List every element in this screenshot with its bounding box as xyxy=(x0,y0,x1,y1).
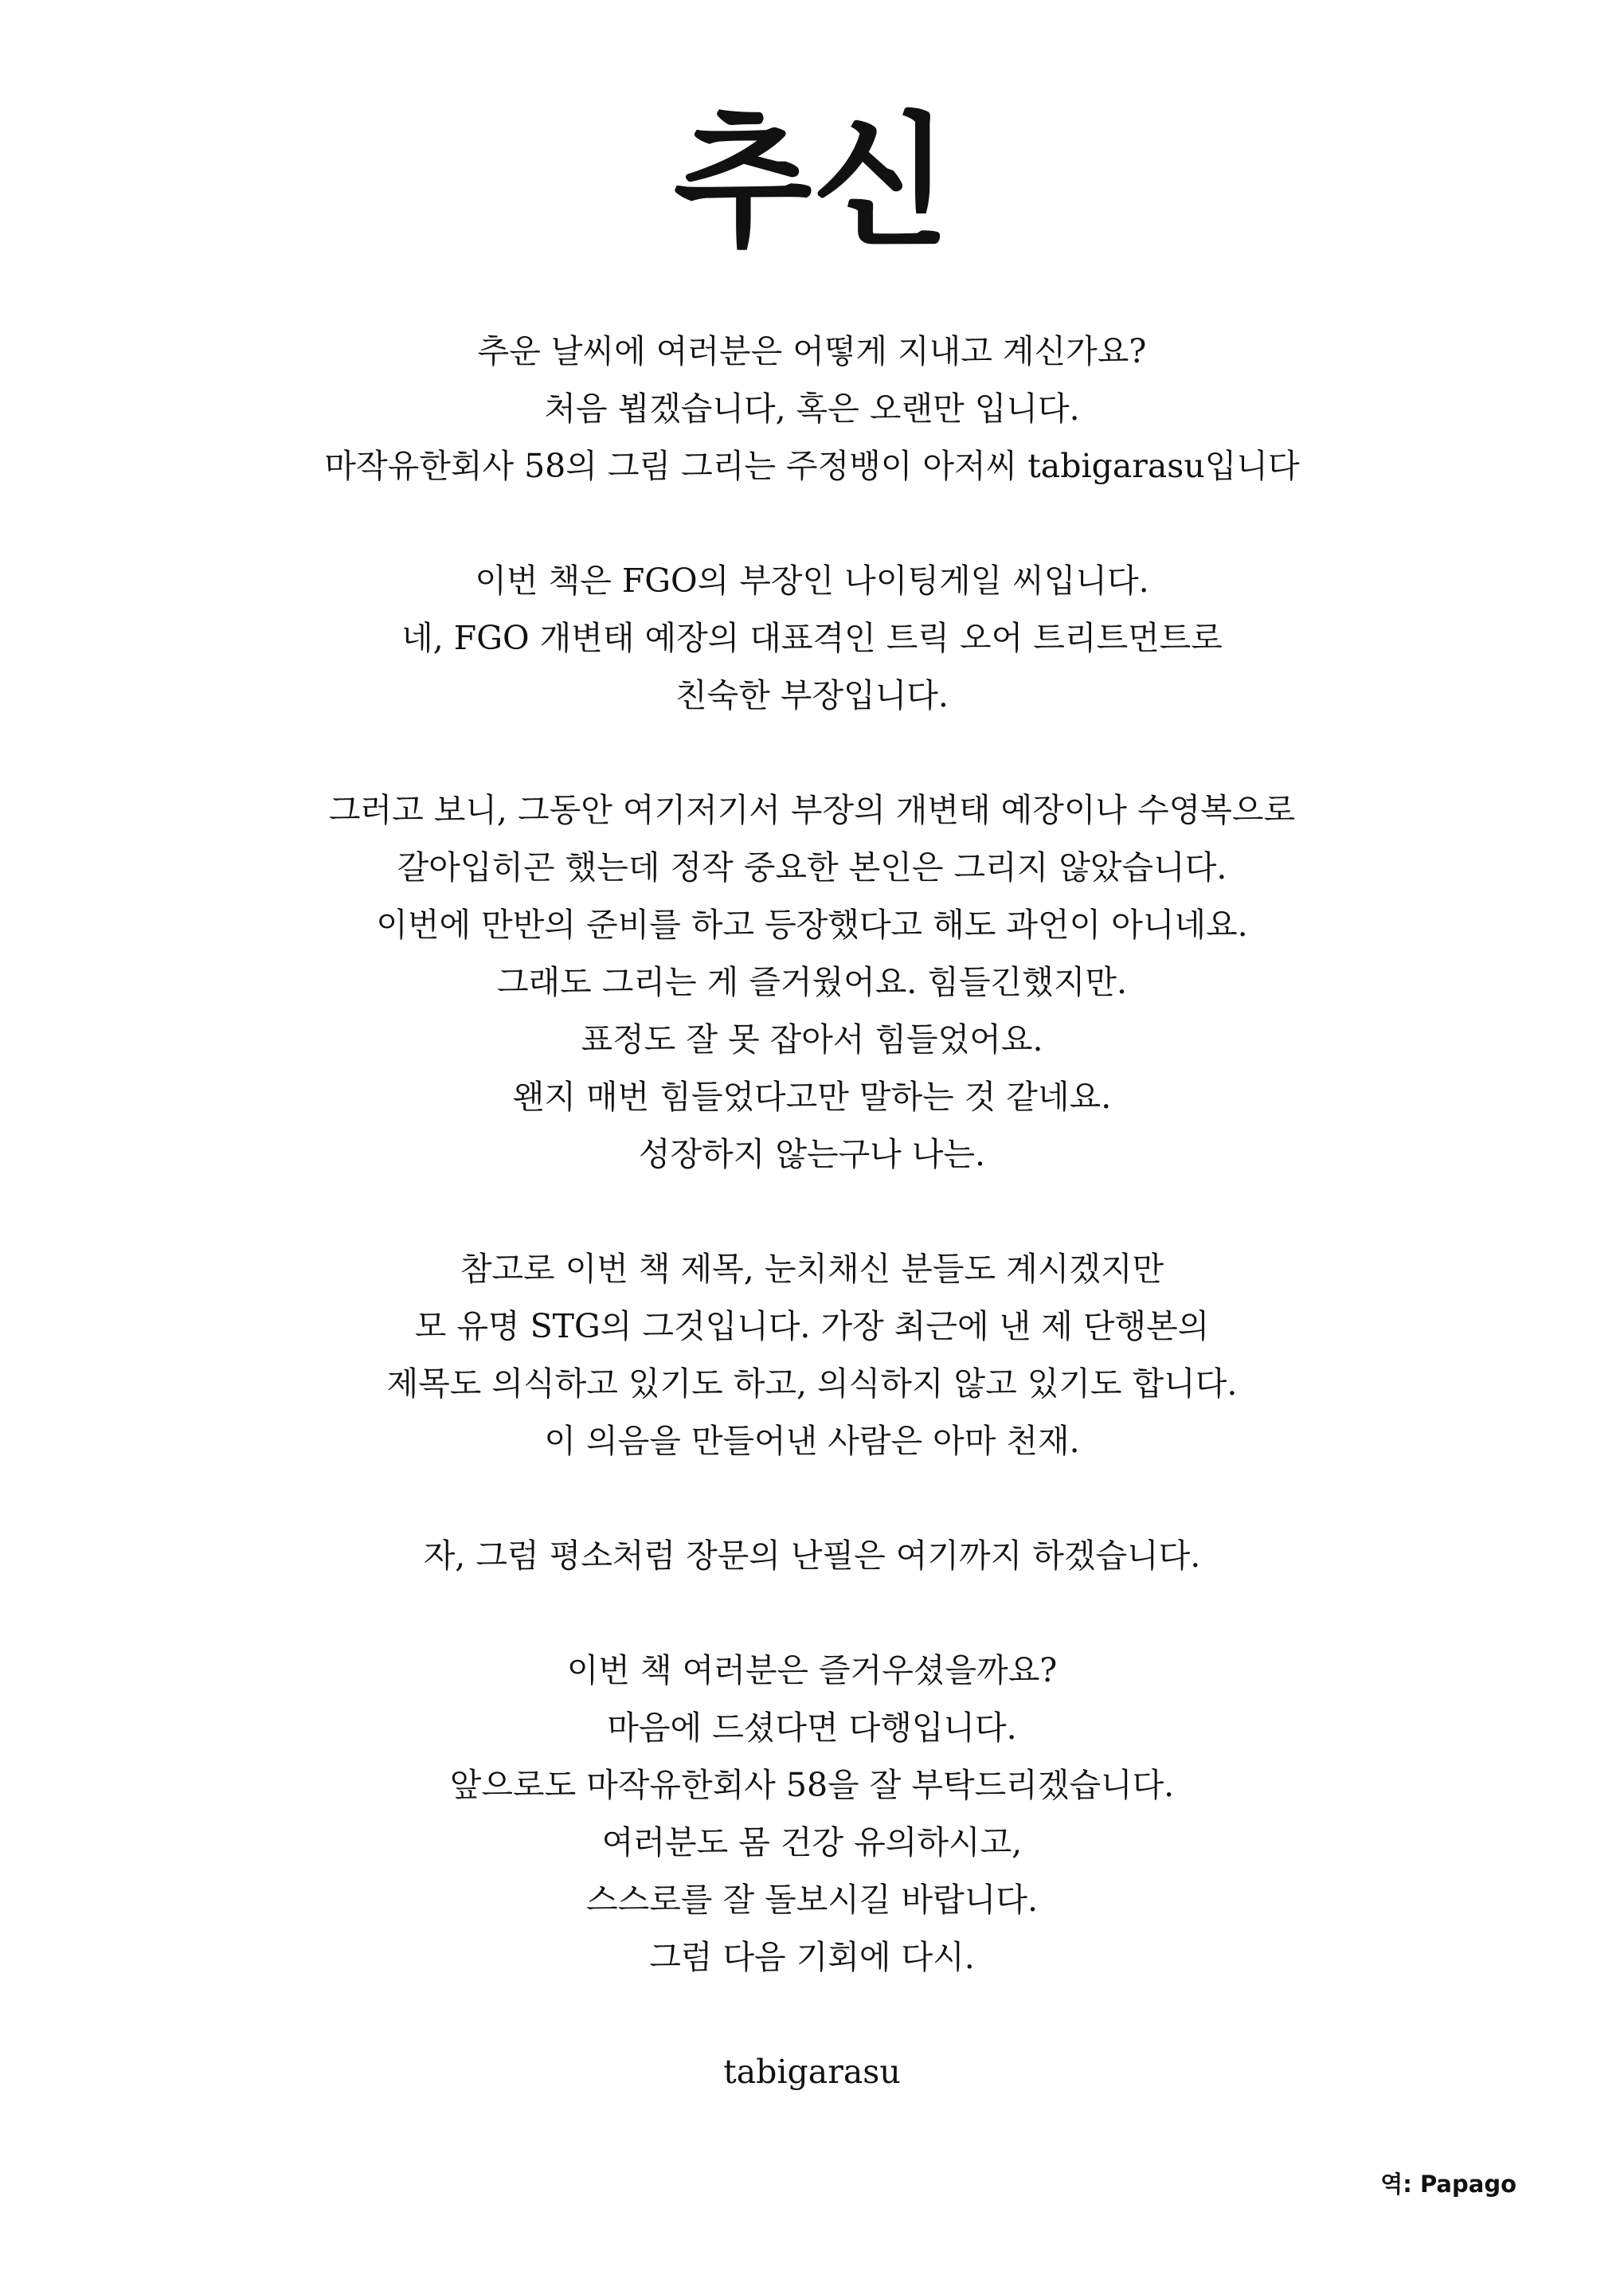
paragraph-farewell xyxy=(0,1642,1624,1986)
paragraph-drawing-notes xyxy=(0,781,1624,1183)
text-line: 마음에 드셨다면 다행입니다. xyxy=(607,1709,1017,1747)
author-signature: tabigarasu xyxy=(723,2053,901,2091)
translation-credit: 역: Papago xyxy=(1380,2171,1516,2198)
text-line: 그러고 보니, 그동안 여기저기서 부장의 개변태 예장이나 수영복으로 xyxy=(328,791,1296,829)
text-line: 친숙한 부장입니다. xyxy=(675,676,949,714)
text-line: 그럼 다음 기회에 다시. xyxy=(649,1938,975,1976)
text-line: 여러분도 몸 건강 유의하시고, xyxy=(601,1823,1023,1861)
text-line: 표정도 잘 못 잡아서 힘들었어요. xyxy=(581,1020,1043,1059)
text-line: 네, FGO 개변태 예장의 대표격인 트릭 오어 트리트먼트로 xyxy=(401,619,1223,657)
page-title: 추신 xyxy=(673,100,951,266)
text-line: 앞으로도 마작유한회사 58을 잘 부탁드리겠습니다. xyxy=(449,1766,1175,1804)
text-line: 그래도 그리는 게 즐거웠어요. 힘들긴했지만. xyxy=(496,963,1128,1001)
paragraph-greeting xyxy=(0,323,1624,495)
text-line: 처음 뵙겠습니다, 혹은 오랜만 입니다. xyxy=(544,390,1080,428)
text-line: 모 유명 STG의 그것입니다. 가장 최근에 낸 제 단행본의 xyxy=(414,1307,1210,1345)
afterword-body xyxy=(0,323,1624,2100)
text-line: 갈아입히곤 했는데 정작 중요한 본인은 그리지 않았습니다. xyxy=(397,848,1227,887)
text-line: 마작유한회사 58의 그림 그리는 주정뱅이 아저씨 tabigarasu입니다 xyxy=(324,447,1300,485)
text-line: 추운 날씨에 여러분은 어떻게 지내고 계신가요? xyxy=(477,332,1147,370)
text-line: 자, 그럼 평소처럼 장문의 난필은 여기까지 하겠습니다. xyxy=(423,1537,1201,1575)
text-line: 이번 책 여러분은 즐거우셨을까요? xyxy=(566,1651,1058,1689)
paragraph-closing-remark xyxy=(0,1527,1624,1584)
text-line: 스스로를 잘 돌보시길 바랍니다. xyxy=(585,1881,1038,1919)
text-line: 성장하지 않는구나 나는. xyxy=(638,1135,986,1173)
text-line: 이번 책은 FGO의 부장인 나이팅게일 씨입니다. xyxy=(475,562,1149,600)
paragraph-title-note xyxy=(0,1240,1624,1470)
paragraph-book-subject xyxy=(0,552,1624,724)
text-line: 참고로 이번 책 제목, 눈치채신 분들도 계시겠지만 xyxy=(460,1250,1164,1288)
text-line: 이 의음을 만들어낸 사람은 아마 천재. xyxy=(544,1422,1080,1460)
text-line: 왠지 매번 힘들었다고만 말하는 것 같네요. xyxy=(512,1078,1112,1116)
text-line: 제목도 의식하고 있기도 하고, 의식하지 않고 있기도 합니다. xyxy=(386,1364,1238,1403)
text-line: 이번에 만반의 준비를 하고 등장했다고 해도 과언이 아니네요. xyxy=(376,906,1248,944)
